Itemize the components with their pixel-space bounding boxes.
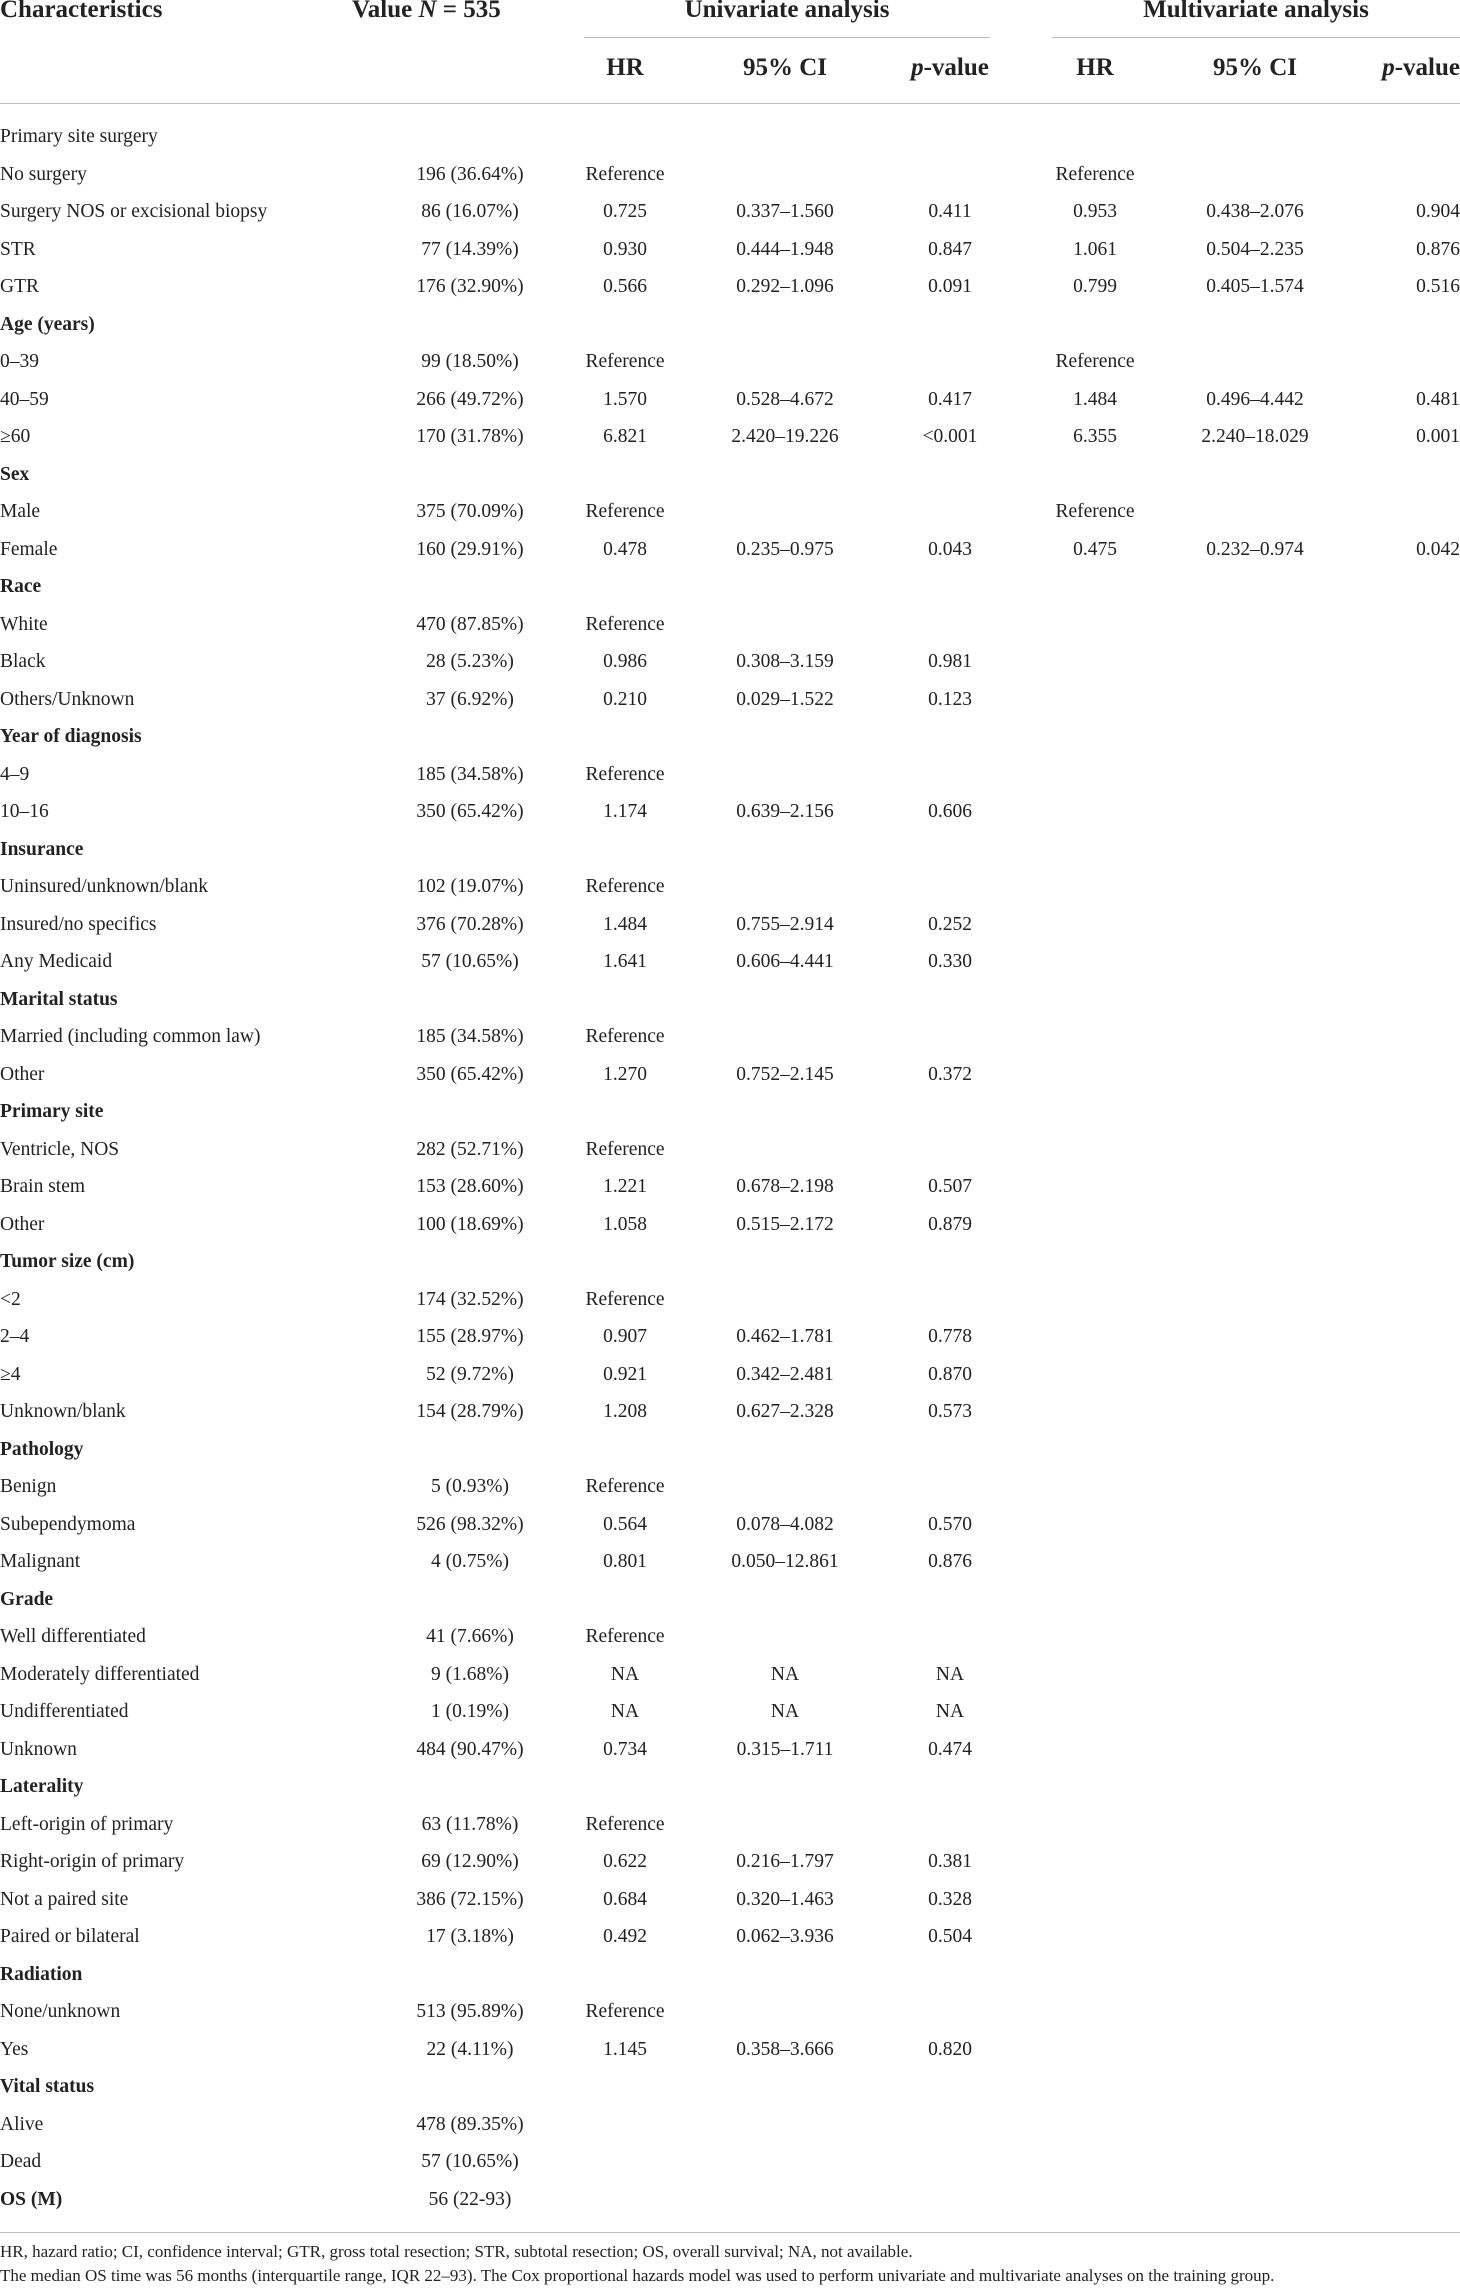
univariate-p: 0.474 bbox=[928, 1738, 972, 1760]
row-label: Left-origin of primary bbox=[0, 1813, 174, 1835]
univariate-hr: 0.492 bbox=[603, 1926, 647, 1947]
row-label: 2–4 bbox=[0, 1326, 30, 1347]
univariate-hr: 1.641 bbox=[603, 951, 647, 972]
row-value: 4 (0.75%) bbox=[431, 1551, 509, 1572]
univariate-p: 0.330 bbox=[928, 951, 972, 972]
univariate-p: 0.417 bbox=[928, 388, 972, 410]
univariate-hr: 0.734 bbox=[603, 1738, 647, 1760]
row-label: Insured/no specifics bbox=[0, 913, 157, 935]
header-multi-ci: 95% CI bbox=[1212, 54, 1298, 81]
header-characteristics: Characteristics bbox=[0, 0, 163, 23]
univariate-ci: 0.528–4.672 bbox=[736, 388, 834, 410]
univariate-hr: Reference bbox=[585, 1138, 665, 1160]
row-value: 376 (70.28%) bbox=[416, 913, 524, 935]
univariate-p: 0.123 bbox=[928, 688, 972, 710]
multivariate-p: 0.516 bbox=[1416, 276, 1460, 297]
table-row bbox=[0, 193, 1460, 230]
row-label: Yes bbox=[0, 2038, 29, 2060]
header-uni-ci: 95% CI bbox=[742, 54, 828, 81]
multivariate-hr: 1.061 bbox=[1073, 238, 1117, 260]
row-value: 375 (70.09%) bbox=[416, 501, 524, 522]
univariate-ci: 0.337–1.560 bbox=[736, 201, 834, 222]
row-label: Alive bbox=[0, 2113, 44, 2135]
row-label: Unknown/blank bbox=[0, 1401, 126, 1422]
row-value: 57 (10.65%) bbox=[421, 951, 519, 972]
row-label: Other bbox=[0, 1213, 45, 1235]
table-section-row bbox=[0, 1956, 1460, 1993]
row-value: 350 (65.42%) bbox=[416, 801, 524, 822]
header-value bbox=[352, 0, 501, 24]
univariate-hr: Reference bbox=[585, 501, 665, 522]
univariate-ci: 0.235–0.975 bbox=[736, 538, 834, 560]
table-row bbox=[0, 606, 1460, 643]
univariate-ci: 0.292–1.096 bbox=[736, 276, 834, 297]
row-value: 170 (31.78%) bbox=[416, 426, 524, 447]
univariate-hr: Reference bbox=[585, 2001, 665, 2022]
univariate-p: 0.372 bbox=[928, 1063, 972, 1085]
univariate-p: 0.507 bbox=[928, 1176, 972, 1197]
row-value: 1 (0.19%) bbox=[431, 1701, 509, 1722]
univariate-p: 0.981 bbox=[928, 651, 972, 672]
multivariate-hr: 0.475 bbox=[1073, 538, 1117, 560]
univariate-hr: Reference bbox=[585, 613, 665, 635]
row-value: 484 (90.47%) bbox=[416, 1738, 524, 1760]
row-label: Not a paired site bbox=[0, 1888, 129, 1910]
table-row bbox=[0, 381, 1460, 418]
row-value: 9 (1.68%) bbox=[431, 1663, 509, 1685]
row-value: 56 (22-93) bbox=[428, 2188, 512, 2210]
univariate-hr: 1.221 bbox=[603, 1176, 647, 1197]
row-value: 52 (9.72%) bbox=[426, 1363, 514, 1385]
row-value: 100 (18.69%) bbox=[416, 1213, 524, 1235]
row-label: Age (years) bbox=[0, 313, 95, 335]
univariate-hr: 0.210 bbox=[603, 688, 647, 710]
multivariate-hr: Reference bbox=[1055, 351, 1135, 372]
univariate-p: 0.091 bbox=[928, 276, 972, 297]
row-label: None/unknown bbox=[0, 2001, 121, 2022]
row-label: Grade bbox=[0, 1588, 54, 1610]
header-multi-hr: HR bbox=[1076, 54, 1114, 81]
header-multivariate: Multivariate analysis bbox=[1143, 0, 1369, 23]
table-row bbox=[0, 1468, 1460, 1505]
univariate-p: 0.570 bbox=[928, 1513, 972, 1535]
table-section-row bbox=[0, 568, 1460, 605]
row-value: 266 (49.72%) bbox=[416, 388, 524, 410]
row-label: ≥60 bbox=[0, 426, 31, 447]
multivariate-underline bbox=[1052, 37, 1460, 38]
table-row bbox=[0, 1206, 1460, 1243]
univariate-p: 0.820 bbox=[928, 2038, 972, 2060]
univariate-hr: NA bbox=[610, 1663, 640, 1685]
univariate-hr: 0.986 bbox=[603, 651, 647, 672]
univariate-p: 0.778 bbox=[928, 1326, 972, 1347]
univariate-p: <0.001 bbox=[922, 426, 978, 447]
table-row bbox=[0, 156, 1460, 193]
row-value: 350 (65.42%) bbox=[416, 1063, 524, 1085]
row-label: Any Medicaid bbox=[0, 951, 113, 972]
table-section-row bbox=[0, 1431, 1460, 1468]
univariate-hr: 1.570 bbox=[603, 388, 647, 410]
table-row bbox=[0, 1056, 1460, 1093]
row-label: Year of diagnosis bbox=[0, 726, 142, 747]
row-label: 40–59 bbox=[0, 388, 49, 410]
row-label: OS (M) bbox=[0, 2188, 63, 2210]
table-row bbox=[0, 1318, 1460, 1355]
univariate-ci: 0.342–2.481 bbox=[736, 1363, 834, 1385]
univariate-hr: 0.930 bbox=[603, 238, 647, 260]
row-value: 174 (32.52%) bbox=[416, 1288, 524, 1310]
univariate-hr: 1.174 bbox=[603, 801, 647, 822]
row-value: 69 (12.90%) bbox=[421, 1851, 519, 1872]
table-row bbox=[0, 1918, 1460, 1955]
univariate-p: 0.411 bbox=[928, 201, 972, 222]
univariate-hr: 0.566 bbox=[603, 276, 647, 297]
multivariate-ci: 0.438–2.076 bbox=[1206, 201, 1304, 222]
table-section-row bbox=[0, 718, 1460, 755]
univariate-hr: 0.801 bbox=[603, 1551, 647, 1572]
table-row bbox=[0, 493, 1460, 530]
univariate-underline bbox=[584, 37, 990, 38]
header-divider bbox=[0, 103, 1460, 104]
multivariate-hr: 6.355 bbox=[1073, 426, 1117, 447]
multivariate-p: 0.904 bbox=[1416, 201, 1460, 222]
univariate-ci: NA bbox=[770, 1701, 800, 1722]
table-section-row bbox=[0, 1093, 1460, 1130]
table-row bbox=[0, 1993, 1460, 2030]
univariate-p: 0.573 bbox=[928, 1401, 972, 1422]
row-label: Undifferentiated bbox=[0, 1701, 129, 1722]
multivariate-ci: 2.240–18.029 bbox=[1201, 426, 1309, 447]
univariate-ci: NA bbox=[770, 1663, 800, 1685]
univariate-hr: 0.564 bbox=[603, 1513, 647, 1535]
row-value: 196 (36.64%) bbox=[416, 163, 524, 185]
univariate-ci: 0.606–4.441 bbox=[736, 951, 834, 972]
row-label: Marital status bbox=[0, 988, 118, 1010]
row-value: 63 (11.78%) bbox=[421, 1813, 519, 1835]
row-value: 154 (28.79%) bbox=[416, 1401, 524, 1422]
univariate-hr: Reference bbox=[585, 351, 665, 372]
row-label: STR bbox=[0, 238, 36, 260]
row-label: Dead bbox=[0, 2151, 42, 2172]
univariate-p: 0.870 bbox=[928, 1363, 972, 1385]
table-row bbox=[0, 1881, 1460, 1918]
multivariate-p: 0.042 bbox=[1416, 538, 1460, 560]
header-uni-hr: HR bbox=[606, 54, 644, 81]
univariate-hr: 1.145 bbox=[603, 2038, 647, 2060]
univariate-hr: Reference bbox=[585, 763, 665, 785]
multivariate-ci: 0.504–2.235 bbox=[1206, 238, 1304, 260]
row-label: 0–39 bbox=[0, 351, 39, 372]
table-section-row bbox=[0, 981, 1460, 1018]
row-label: Tumor size (cm) bbox=[0, 1251, 135, 1272]
univariate-p: 0.043 bbox=[928, 538, 972, 560]
row-value: 37 (6.92%) bbox=[426, 688, 514, 710]
univariate-hr: 0.725 bbox=[603, 201, 647, 222]
row-label: Insurance bbox=[0, 838, 84, 860]
table-row bbox=[0, 643, 1460, 680]
table-row bbox=[0, 1393, 1460, 1430]
header-uni-p bbox=[880, 54, 1020, 82]
table-row bbox=[0, 793, 1460, 830]
univariate-ci: 2.420–19.226 bbox=[731, 426, 839, 447]
table-row bbox=[0, 343, 1460, 380]
table-row bbox=[0, 1806, 1460, 1843]
multivariate-hr: 0.953 bbox=[1073, 201, 1117, 222]
table-footnotes bbox=[0, 2240, 1460, 2288]
table-row bbox=[0, 681, 1460, 718]
table-section-row bbox=[0, 118, 1460, 155]
row-label: Uninsured/unknown/blank bbox=[0, 876, 208, 897]
univariate-ci: 0.515–2.172 bbox=[736, 1213, 834, 1235]
table-section-row bbox=[0, 1581, 1460, 1618]
row-label: 4–9 bbox=[0, 763, 30, 785]
univariate-ci: 0.358–3.666 bbox=[736, 2038, 834, 2060]
univariate-ci: 0.678–2.198 bbox=[736, 1176, 834, 1197]
header-multi-p bbox=[1335, 54, 1460, 82]
row-value: 28 (5.23%) bbox=[426, 651, 514, 672]
row-label: Subependymoma bbox=[0, 1513, 136, 1535]
row-label: Male bbox=[0, 501, 41, 522]
table-row bbox=[0, 756, 1460, 793]
row-label: GTR bbox=[0, 276, 39, 297]
table-row bbox=[0, 906, 1460, 943]
univariate-hr: Reference bbox=[585, 876, 665, 897]
table-row bbox=[0, 268, 1460, 305]
row-label: White bbox=[0, 613, 48, 635]
table-row bbox=[0, 418, 1460, 455]
table-section-row bbox=[0, 1243, 1460, 1280]
univariate-p: NA bbox=[935, 1663, 965, 1685]
univariate-hr: 6.821 bbox=[603, 426, 647, 447]
header-uni-p-suffix: -value bbox=[923, 54, 989, 81]
univariate-p: 0.328 bbox=[928, 1888, 972, 1910]
footnote-methods: The median OS time was 56 months (interquartile range, IQR 22–93). The Cox proportional hazards model was used to perform univariate and multivariate analyses on the training group. bbox=[0, 2266, 1275, 2285]
table-row bbox=[0, 231, 1460, 268]
row-value: 86 (16.07%) bbox=[421, 201, 519, 222]
univariate-p: 0.606 bbox=[928, 801, 972, 822]
row-value: 77 (14.39%) bbox=[421, 238, 519, 260]
row-label: Married (including common law) bbox=[0, 1026, 261, 1047]
univariate-hr: 0.478 bbox=[603, 538, 647, 560]
header-value-prefix: Value bbox=[352, 0, 419, 23]
row-value: 41 (7.66%) bbox=[426, 1626, 514, 1647]
table-row bbox=[0, 1356, 1460, 1393]
table-row bbox=[0, 1506, 1460, 1543]
multivariate-ci: 0.232–0.974 bbox=[1206, 538, 1304, 560]
row-label: Paired or bilateral bbox=[0, 1926, 140, 1947]
multivariate-p: 0.481 bbox=[1416, 388, 1460, 410]
table-row bbox=[0, 1131, 1460, 1168]
footer-divider bbox=[0, 2232, 1460, 2233]
univariate-hr: 0.622 bbox=[603, 1851, 647, 1872]
row-label: Race bbox=[0, 576, 42, 597]
row-value: 386 (72.15%) bbox=[416, 1888, 524, 1910]
row-label: Primary site bbox=[0, 1101, 104, 1122]
univariate-hr: 0.921 bbox=[603, 1363, 647, 1385]
table-row bbox=[0, 2106, 1460, 2143]
table-section-row bbox=[0, 2181, 1460, 2218]
row-label: Black bbox=[0, 651, 46, 672]
univariate-p: 0.879 bbox=[928, 1213, 972, 1235]
row-value: 99 (18.50%) bbox=[421, 351, 519, 372]
header-uni-p-italic: p bbox=[911, 54, 924, 81]
header-univariate: Univariate analysis bbox=[684, 0, 890, 23]
row-value: 470 (87.85%) bbox=[416, 613, 524, 635]
row-value: 155 (28.97%) bbox=[416, 1326, 524, 1347]
row-value: 57 (10.65%) bbox=[421, 2151, 519, 2172]
row-label: Female bbox=[0, 538, 58, 560]
row-value: 185 (34.58%) bbox=[416, 1026, 524, 1047]
univariate-ci: 0.078–4.082 bbox=[736, 1513, 834, 1535]
row-value: 160 (29.91%) bbox=[416, 538, 524, 560]
row-label: Ventricle, NOS bbox=[0, 1138, 120, 1160]
univariate-ci: 0.050–12.861 bbox=[731, 1551, 839, 1572]
row-label: Primary site surgery bbox=[0, 126, 158, 147]
univariate-hr: 1.484 bbox=[603, 913, 647, 935]
univariate-ci: 0.315–1.711 bbox=[736, 1738, 834, 1760]
table-row bbox=[0, 1543, 1460, 1580]
univariate-hr: Reference bbox=[585, 1288, 665, 1310]
header-value-suffix: = 535 bbox=[436, 0, 501, 23]
univariate-hr: Reference bbox=[585, 1476, 665, 1497]
table-section-row bbox=[0, 2068, 1460, 2105]
univariate-ci: 0.462–1.781 bbox=[736, 1326, 834, 1347]
multivariate-ci: 0.496–4.442 bbox=[1206, 388, 1304, 410]
table-section-row bbox=[0, 456, 1460, 493]
univariate-ci: 0.639–2.156 bbox=[736, 801, 834, 822]
row-label: Right-origin of primary bbox=[0, 1851, 185, 1872]
row-label: Surgery NOS or excisional biopsy bbox=[0, 201, 268, 222]
table-row bbox=[0, 531, 1460, 568]
row-value: 22 (4.11%) bbox=[426, 2038, 514, 2060]
row-value: 17 (3.18%) bbox=[426, 1926, 514, 1947]
row-label: Well differentiated bbox=[0, 1626, 146, 1647]
row-label: Vital status bbox=[0, 2076, 95, 2097]
table-section-row bbox=[0, 831, 1460, 868]
table-row bbox=[0, 943, 1460, 980]
univariate-hr: Reference bbox=[585, 163, 665, 185]
table-row bbox=[0, 1731, 1460, 1768]
row-label: No surgery bbox=[0, 163, 87, 185]
multivariate-p: 0.001 bbox=[1416, 426, 1460, 447]
row-label: Others/Unknown bbox=[0, 688, 135, 710]
table-row bbox=[0, 1168, 1460, 1205]
table-section-row bbox=[0, 1768, 1460, 1805]
univariate-hr: 0.907 bbox=[603, 1326, 647, 1347]
row-value: 176 (32.90%) bbox=[416, 276, 524, 297]
row-value: 478 (89.35%) bbox=[416, 2113, 524, 2135]
univariate-ci: 0.062–3.936 bbox=[736, 1926, 834, 1947]
multivariate-p: 0.876 bbox=[1416, 238, 1460, 260]
row-value: 513 (95.89%) bbox=[416, 2001, 524, 2022]
table-row bbox=[0, 1693, 1460, 1730]
multivariate-hr: 0.799 bbox=[1073, 276, 1117, 297]
univariate-ci: 0.308–3.159 bbox=[736, 651, 834, 672]
row-label: Benign bbox=[0, 1476, 57, 1497]
univariate-p: 0.847 bbox=[928, 238, 972, 260]
row-label: Radiation bbox=[0, 1963, 83, 1985]
multivariate-ci: 0.405–1.574 bbox=[1206, 276, 1304, 297]
row-label: Brain stem bbox=[0, 1176, 86, 1197]
univariate-p: 0.504 bbox=[928, 1926, 972, 1947]
univariate-ci: 0.755–2.914 bbox=[736, 913, 834, 935]
univariate-ci: 0.444–1.948 bbox=[736, 238, 834, 260]
univariate-ci: 0.752–2.145 bbox=[736, 1063, 834, 1085]
univariate-ci: 0.216–1.797 bbox=[736, 1851, 834, 1872]
row-value: 153 (28.60%) bbox=[416, 1176, 524, 1197]
table-row bbox=[0, 1618, 1460, 1655]
row-label: <2 bbox=[0, 1288, 21, 1310]
footnote-abbreviations: HR, hazard ratio; CI, confidence interval; GTR, gross total resection; STR, subtotal resection; OS, overall survival; NA, not available. bbox=[0, 2242, 913, 2261]
univariate-p: 0.876 bbox=[928, 1551, 972, 1572]
univariate-ci: 0.627–2.328 bbox=[736, 1401, 834, 1422]
table-row bbox=[0, 868, 1460, 905]
univariate-p: 0.381 bbox=[928, 1851, 972, 1872]
row-value: 5 (0.93%) bbox=[431, 1476, 509, 1497]
row-value: 282 (52.71%) bbox=[416, 1138, 524, 1160]
univariate-p: 0.252 bbox=[928, 913, 972, 935]
row-label: Unknown bbox=[0, 1738, 77, 1760]
univariate-ci: 0.320–1.463 bbox=[736, 1888, 834, 1910]
table-row bbox=[0, 1281, 1460, 1318]
row-label: Sex bbox=[0, 463, 30, 485]
table-row bbox=[0, 2031, 1460, 2068]
row-label: Laterality bbox=[0, 1776, 84, 1797]
univariate-hr: 1.270 bbox=[603, 1063, 647, 1085]
header-multi-p-italic: p bbox=[1382, 54, 1395, 81]
multivariate-hr: Reference bbox=[1055, 501, 1135, 522]
row-value: 102 (19.07%) bbox=[416, 876, 524, 897]
multivariate-hr: 1.484 bbox=[1073, 388, 1117, 410]
univariate-ci: 0.029–1.522 bbox=[736, 688, 834, 710]
univariate-hr: 0.684 bbox=[603, 1888, 647, 1910]
table-row bbox=[0, 1843, 1460, 1880]
row-label: Malignant bbox=[0, 1551, 81, 1572]
row-label: Other bbox=[0, 1063, 45, 1085]
row-label: ≥4 bbox=[0, 1363, 21, 1385]
univariate-hr: 1.208 bbox=[603, 1401, 647, 1422]
univariate-hr: Reference bbox=[585, 1626, 665, 1647]
table-row bbox=[0, 1656, 1460, 1693]
header-value-n: N bbox=[418, 0, 437, 23]
univariate-hr: Reference bbox=[585, 1026, 665, 1047]
univariate-p: NA bbox=[935, 1701, 965, 1722]
table-section-row bbox=[0, 306, 1460, 343]
row-value: 185 (34.58%) bbox=[416, 763, 524, 785]
univariate-hr: 1.058 bbox=[603, 1213, 647, 1235]
header-multi-p-suffix: -value bbox=[1394, 54, 1460, 81]
multivariate-hr: Reference bbox=[1055, 163, 1135, 185]
table-row bbox=[0, 2143, 1460, 2180]
univariate-hr: NA bbox=[610, 1701, 640, 1722]
row-label: Moderately differentiated bbox=[0, 1663, 200, 1685]
table-row bbox=[0, 1018, 1460, 1055]
univariate-hr: Reference bbox=[585, 1813, 665, 1835]
row-label: 10–16 bbox=[0, 801, 49, 822]
row-label: Pathology bbox=[0, 1438, 84, 1460]
row-value: 526 (98.32%) bbox=[416, 1513, 524, 1535]
